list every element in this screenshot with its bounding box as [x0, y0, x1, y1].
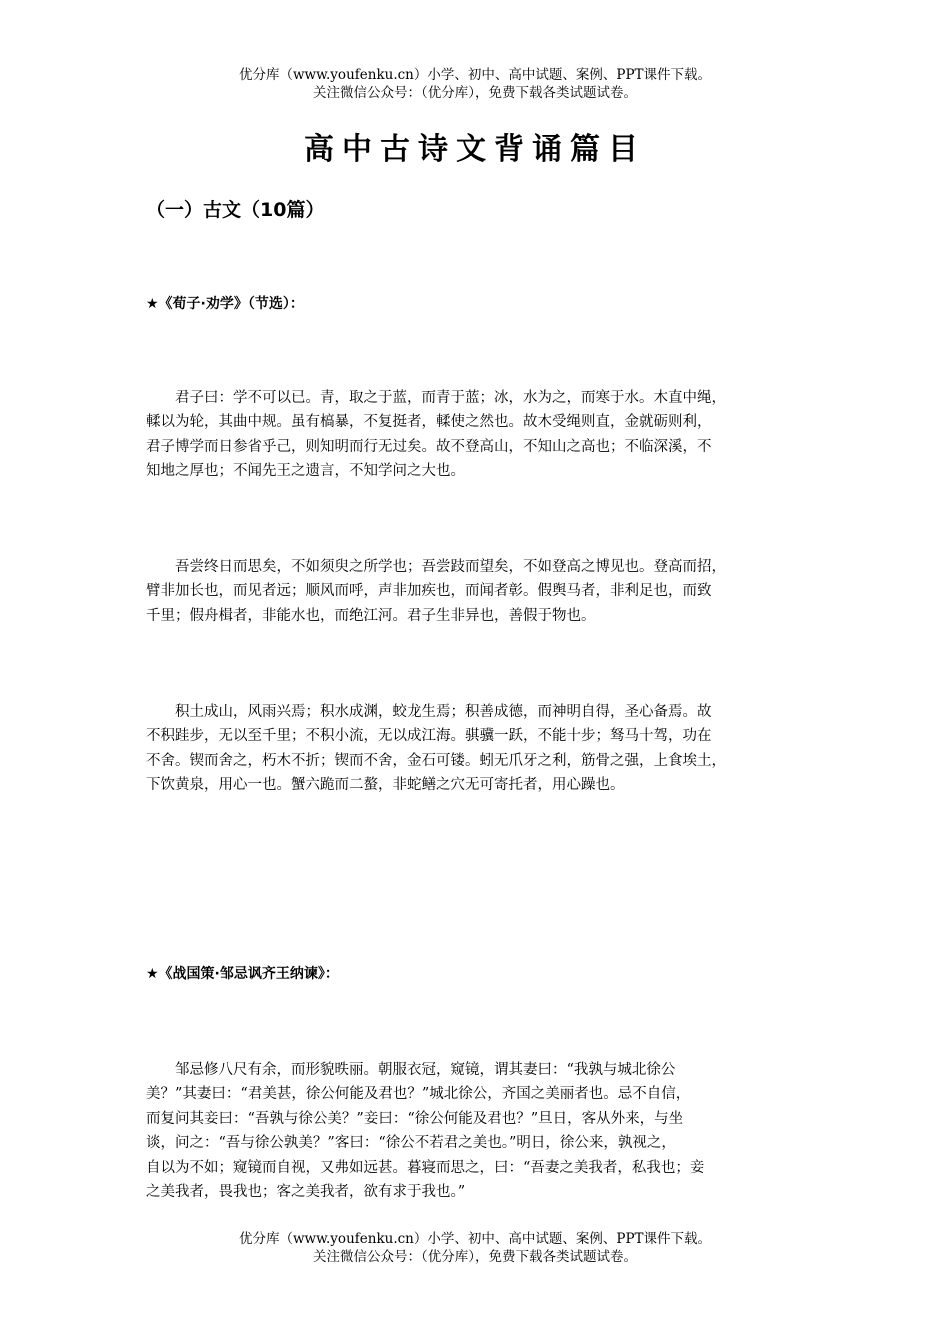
text-line: 而复问其妾曰：“吾孰与徐公美？”妾曰：“徐公何能及君也？”旦日，客从外来，与坐: [146, 1110, 684, 1127]
text-line: 美？”其妻曰：“君美甚，徐公何能及君也？”城北徐公，齐国之美丽者也。忌不自信，: [146, 1086, 691, 1103]
text-line: 积土成山，风雨兴焉；积水成渊，蛟龙生焉；积善成德，而神明自得，圣心备焉。故: [175, 704, 712, 720]
page-footer: [0, 1230, 950, 1266]
text-line: 不舍。锲而舍之，朽木不折；锲而不舍，金石可镂。蚓无爪牙之利，筋骨之强，上食埃土，: [146, 752, 726, 769]
xunzi-paragraph-2: [146, 555, 806, 628]
page-header: [0, 66, 950, 102]
text-line: 不积跬步，无以至千里；不积小流，无以成江海。骐骥一跃，不能十步；驽马十驾，功在: [146, 728, 712, 745]
document-title: 高中古诗文背诵篇目: [304, 132, 646, 167]
text-line: 君子曰：学不可以已。青，取之于蓝，而青于蓝；冰，水为之，而寒于水。木直中绳，: [175, 390, 726, 406]
text-line: 之美我者，畏我也；客之美我者，欲有求于我也。”: [146, 1184, 466, 1201]
zouji-heading: ★《战国策·邹忌讽齐王纳谏》：: [146, 966, 339, 982]
xunzi-heading: ★《荀子·劝学》（节选）：: [146, 296, 304, 312]
footer-line-2: 关注微信公众号：（优分库），免费下载各类试题试卷。: [313, 1249, 637, 1265]
text-line: 邹忌修八尺有余，而形貌昳丽。朝服衣冠，窥镜，谓其妻曰：“我孰与城北徐公: [175, 1062, 676, 1078]
xunzi-paragraph-1: [146, 386, 806, 484]
xunzi-paragraph-3: [146, 700, 806, 798]
text-line: 自以为不如；窥镜而自视，又弗如远甚。暮寝而思之，曰：“吾妻之美我者，私我也；妾: [146, 1159, 705, 1176]
footer-line-1: 优分库（www.youfenku.cn）小学、初中、高中试题、案例、PPT课件下载。: [238, 1231, 712, 1247]
zouji-paragraph-1: [146, 1058, 806, 1204]
text-line: 下饮黄泉，用心一也。蟹六跪而二螯，非蛇鳝之穴无可寄托者，用心躁也。: [146, 777, 625, 794]
text-line: 臂非加长也，而见者远；顺风而呼，声非加疾也，而闻者彰。假舆马者，非利足也，而致: [146, 583, 712, 600]
text-line: 君子博学而日参省乎己，则知明而行无过矣。故不登高山，不知山之高也；不临深溪，不: [146, 438, 712, 455]
text-line: 谈，问之：“吾与徐公孰美？”客曰：“徐公不若君之美也。”明日，徐公来，孰视之，: [146, 1135, 676, 1152]
section-heading: （一）古文（10篇）: [146, 199, 325, 221]
text-line: 千里；假舟楫者，非能水也，而绝江河。君子生非异也，善假于物也。: [146, 607, 596, 624]
text-line: 吾尝终日而思矣，不如须臾之所学也；吾尝跂而望矣，不如登高之博见也。登高而招，: [175, 559, 726, 575]
text-line: 輮以为轮，其曲中规。虽有槁暴，不复挺者，輮使之然也。故木受绳则直，金就砺则利，: [146, 414, 712, 431]
header-line-1: 优分库（www.youfenku.cn）小学、初中、高中试题、案例、PPT课件下载。: [238, 67, 712, 83]
header-line-2: 关注微信公众号：（优分库），免费下载各类试题试卷。: [313, 85, 637, 101]
text-line: 知地之厚也；不闻先王之遗言，不知学问之大也。: [146, 463, 465, 480]
